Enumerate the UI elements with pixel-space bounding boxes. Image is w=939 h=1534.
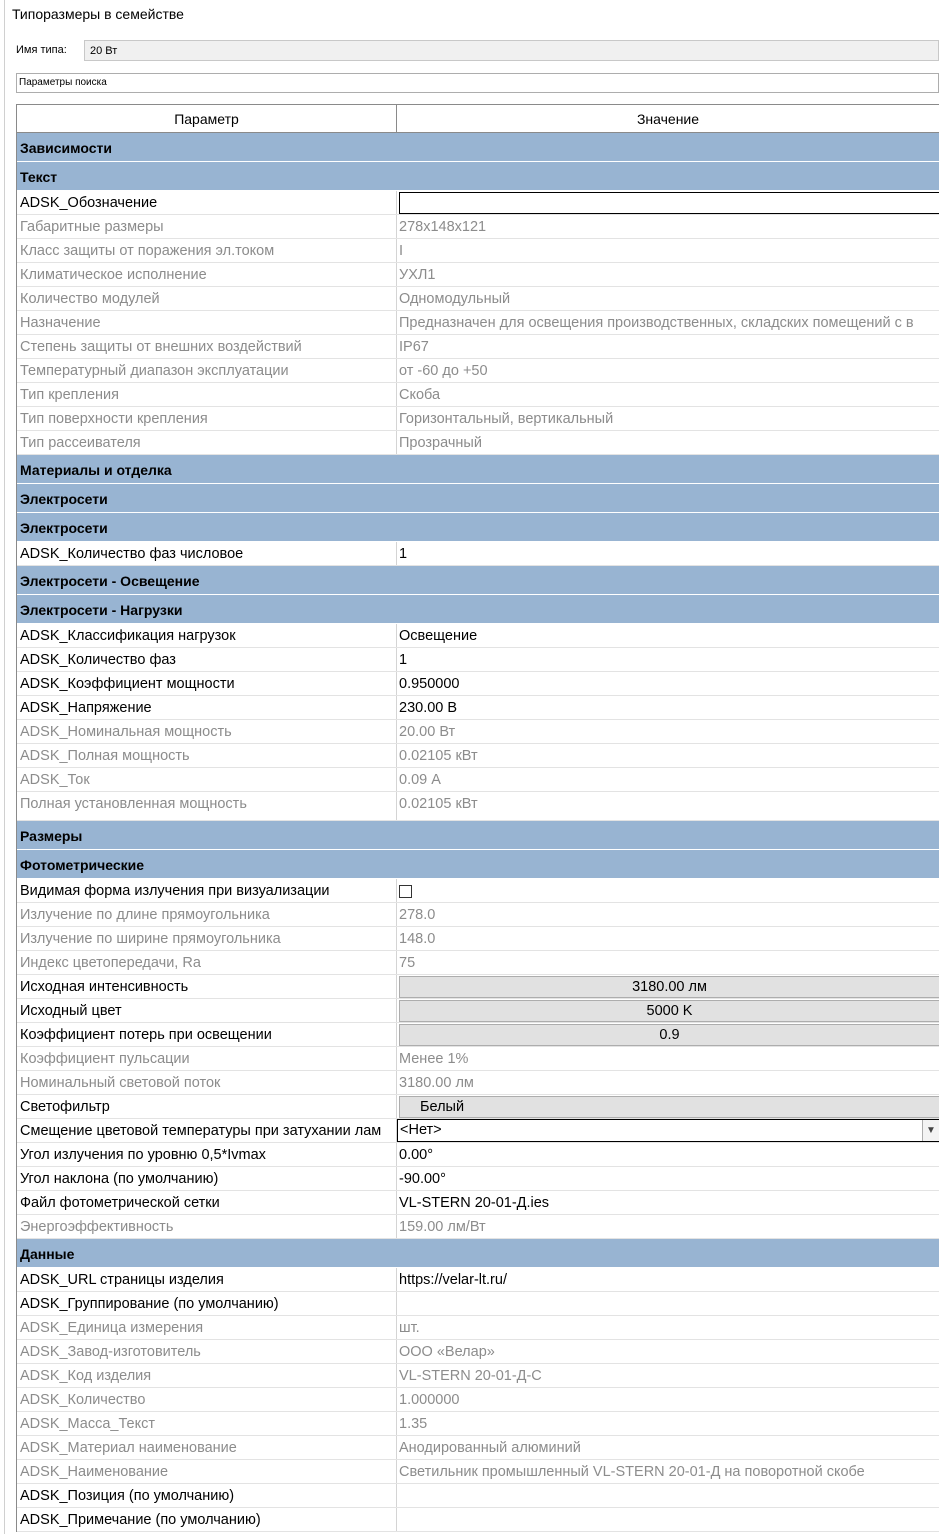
value-input[interactable] [399,192,939,214]
group-header[interactable]: Фотометрические [17,850,939,879]
param-value: 0.09 А [399,772,441,788]
param-value[interactable]: 1 [399,546,408,562]
param-value: Анодированный алюминий [399,1440,581,1456]
param-value: 20.00 Вт [399,724,456,740]
param-name: Полная установленная мощность [17,792,397,820]
param-name: ADSK_Единица измерения [17,1316,397,1339]
param-value: VL-STERN 20-01-Д-С [399,1368,542,1384]
param-name: ADSK_Ток [17,768,397,791]
param-row [17,311,939,335]
checkbox[interactable] [399,885,412,898]
param-value: 0.02105 кВт [399,748,478,764]
param-row [17,1316,939,1340]
param-row[interactable] [17,1095,939,1119]
param-value-cell[interactable] [397,879,939,902]
param-value[interactable]: 1 [399,652,408,668]
param-name: ADSK_Полная мощность [17,744,397,767]
param-row[interactable] [17,1191,939,1215]
param-name: ADSK_Примечание (по умолчанию) [17,1508,397,1531]
param-name: ADSK_Завод-изготовитель [17,1340,397,1363]
param-name: Излучение по длине прямоугольника [17,903,397,926]
param-name: Климатическое исполнение [17,263,397,286]
param-row [17,1388,939,1412]
param-row[interactable] [17,648,939,672]
group-header[interactable]: Электросети [17,484,939,513]
group-header[interactable]: Материалы и отделка [17,455,939,484]
param-name: ADSK_Материал наименование [17,1436,397,1459]
param-name: ADSK_Наименование [17,1460,397,1483]
param-value: Прозрачный [399,435,482,451]
left-window-edge [0,0,5,1534]
param-row [17,1340,939,1364]
param-value[interactable]: 0.950000 [399,676,460,692]
param-row[interactable] [17,1143,939,1167]
param-name: ADSK_Классификация нагрузок [17,624,397,647]
type-name-field[interactable]: 20 Вт [84,40,939,61]
param-value: 278x148x121 [399,219,487,235]
param-value[interactable] [397,1508,939,1531]
dialog-title: Типоразмеры в семействе [12,6,184,22]
param-row [17,720,939,744]
param-name: ADSK_Группирование (по умолчанию) [17,1292,397,1315]
param-name: Излучение по ширине прямоугольника [17,927,397,950]
param-row [17,431,939,455]
param-row [17,768,939,792]
type-name-label: Имя типа: [16,44,67,56]
parameters-grid [16,104,939,1532]
param-row[interactable] [17,696,939,720]
param-value[interactable]: Освещение [399,628,478,644]
group-header[interactable]: Электросети - Освещение [17,566,939,595]
param-value-cell[interactable] [397,999,939,1022]
group-header[interactable]: Текст [17,162,939,191]
param-name: ADSK_Количество [17,1388,397,1411]
value-dropdown[interactable] [397,1119,939,1142]
param-row [17,744,939,768]
group-header[interactable]: Электросети - Нагрузки [17,595,939,624]
param-value: 3180.00 лм [399,1075,474,1091]
param-name: Степень защиты от внешних воздействий [17,335,397,358]
value-button[interactable]: 5000 K [399,1000,939,1022]
param-name: Тип крепления [17,383,397,406]
param-row [17,1412,939,1436]
param-row [17,927,939,951]
param-row [17,792,939,821]
param-value-cell[interactable] [397,975,939,998]
param-row [17,335,939,359]
param-value[interactable]: 0.00° [399,1147,434,1163]
param-row [17,407,939,431]
param-row[interactable] [17,975,939,999]
group-header[interactable]: Зависимости [17,133,939,162]
param-name: ADSK_Обозначение [17,191,397,214]
param-value-cell[interactable] [397,191,939,214]
param-name: ADSK_Номинальная мощность [17,720,397,743]
param-name: ADSK_Масса_Текст [17,1412,397,1435]
param-value-cell[interactable] [397,1095,939,1118]
param-row[interactable] [17,999,939,1023]
param-row [17,1071,939,1095]
param-row[interactable] [17,1023,939,1047]
param-row [17,1460,939,1484]
param-row [17,239,939,263]
param-name: Номинальный световой поток [17,1071,397,1094]
param-name: Исходный цвет [17,999,397,1022]
param-name: Индекс цветопередачи, Ra [17,951,397,974]
param-row [17,903,939,927]
param-value-cell[interactable] [397,1023,939,1046]
param-name: Энергоэффективность [17,1215,397,1238]
param-row[interactable] [17,624,939,648]
param-value-cell[interactable] [397,1119,939,1142]
param-row [17,287,939,311]
param-value: IP67 [399,339,429,355]
param-name: Тип поверхности крепления [17,407,397,430]
param-row[interactable] [17,879,939,903]
chevron-down-icon[interactable]: ▼ [922,1120,939,1141]
param-value[interactable] [397,1484,939,1507]
param-name: Смещение цветовой температуры при затухании лам [17,1119,397,1142]
param-name: Видимая форма излучения при визуализации [17,879,397,902]
param-row[interactable] [17,672,939,696]
param-name: Угол наклона (по умолчанию) [17,1167,397,1190]
param-value: 278.0 [399,907,436,923]
param-name: Угол излучения по уровню 0,5*Ivmax [17,1143,397,1166]
group-header[interactable]: Размеры [17,821,939,850]
param-row[interactable] [17,1508,939,1532]
param-value: 1.35 [399,1416,428,1432]
param-name: Коэффициент потерь при освещении [17,1023,397,1046]
param-row[interactable] [17,1292,939,1316]
param-value: от -60 до +50 [399,363,488,379]
param-name: Коэффициент пульсации [17,1047,397,1070]
param-value: УХЛ1 [399,267,436,283]
param-name: Исходная интенсивность [17,975,397,998]
param-row [17,1047,939,1071]
param-name: ADSK_Позиция (по умолчанию) [17,1484,397,1507]
param-value: 159.00 лм/Вт [399,1219,486,1235]
param-row[interactable] [17,1119,939,1143]
param-value: Предназначен для освещения производственных, складских помещений с в [399,315,914,331]
value-button[interactable]: Белый [399,1096,939,1118]
param-value: ООО «Велар» [399,1344,495,1360]
param-value: шт. [399,1320,420,1336]
param-name: ADSK_Количество фаз [17,648,397,671]
param-value: Светильник промышленный VL-STERN 20-01-Д на поворотной скобе [399,1464,865,1480]
param-name: ADSK_URL страницы изделия [17,1268,397,1291]
param-row [17,383,939,407]
param-value[interactable]: -90.00° [399,1171,446,1187]
param-value: 0.02105 кВт [399,796,478,812]
param-row [17,1215,939,1239]
param-row[interactable] [17,542,939,566]
param-row [17,1364,939,1388]
param-name: Назначение [17,311,397,334]
param-value: Одномодульный [399,291,511,307]
value-button[interactable]: 3180.00 лм [399,976,939,998]
param-name: Габаритные размеры [17,215,397,238]
param-value[interactable]: https://velar-lt.ru/ [399,1272,507,1288]
param-name: ADSK_Напряжение [17,696,397,719]
param-name: ADSK_Код изделия [17,1364,397,1387]
param-name: Файл фотометрической сетки [17,1191,397,1214]
value-button[interactable]: 0.9 [399,1024,939,1046]
param-name: Тип рассеивателя [17,431,397,454]
param-name: Класс защиты от поражения эл.током [17,239,397,262]
type-name-row [12,40,939,62]
grid-header [17,105,939,133]
param-value: 1.000000 [399,1392,460,1408]
param-value[interactable] [397,1292,939,1315]
param-value: 75 [399,955,416,971]
param-row [17,1436,939,1460]
param-row [17,951,939,975]
param-row [17,359,939,383]
param-name: ADSK_Количество фаз числовое [17,542,397,565]
param-row [17,215,939,239]
param-row[interactable] [17,1484,939,1508]
param-row [17,263,939,287]
search-input[interactable]: Параметры поиска [16,73,939,93]
dropdown-selected: <Нет> [400,1122,442,1138]
param-name: Температурный диапазон эксплуатации [17,359,397,382]
param-value[interactable]: VL-STERN 20-01-Д.ies [399,1195,550,1211]
param-value: Горизонтальный, вертикальный [399,411,614,427]
group-header[interactable]: Электросети [17,513,939,542]
param-value: Менее 1% [399,1051,469,1067]
param-value[interactable]: 230.00 В [399,700,458,716]
param-value: 148.0 [399,931,436,947]
group-header[interactable]: Данные [17,1239,939,1268]
param-value: Скоба [399,387,441,403]
column-header-value[interactable]: Значение [397,105,939,133]
param-name: ADSK_Коэффициент мощности [17,672,397,695]
param-value: I [399,243,404,259]
param-name: Количество модулей [17,287,397,310]
param-name: Светофильтр [17,1095,397,1118]
param-row[interactable] [17,1167,939,1191]
column-header-param[interactable]: Параметр [17,105,397,133]
param-row[interactable] [17,1268,939,1292]
param-row[interactable] [17,191,939,215]
